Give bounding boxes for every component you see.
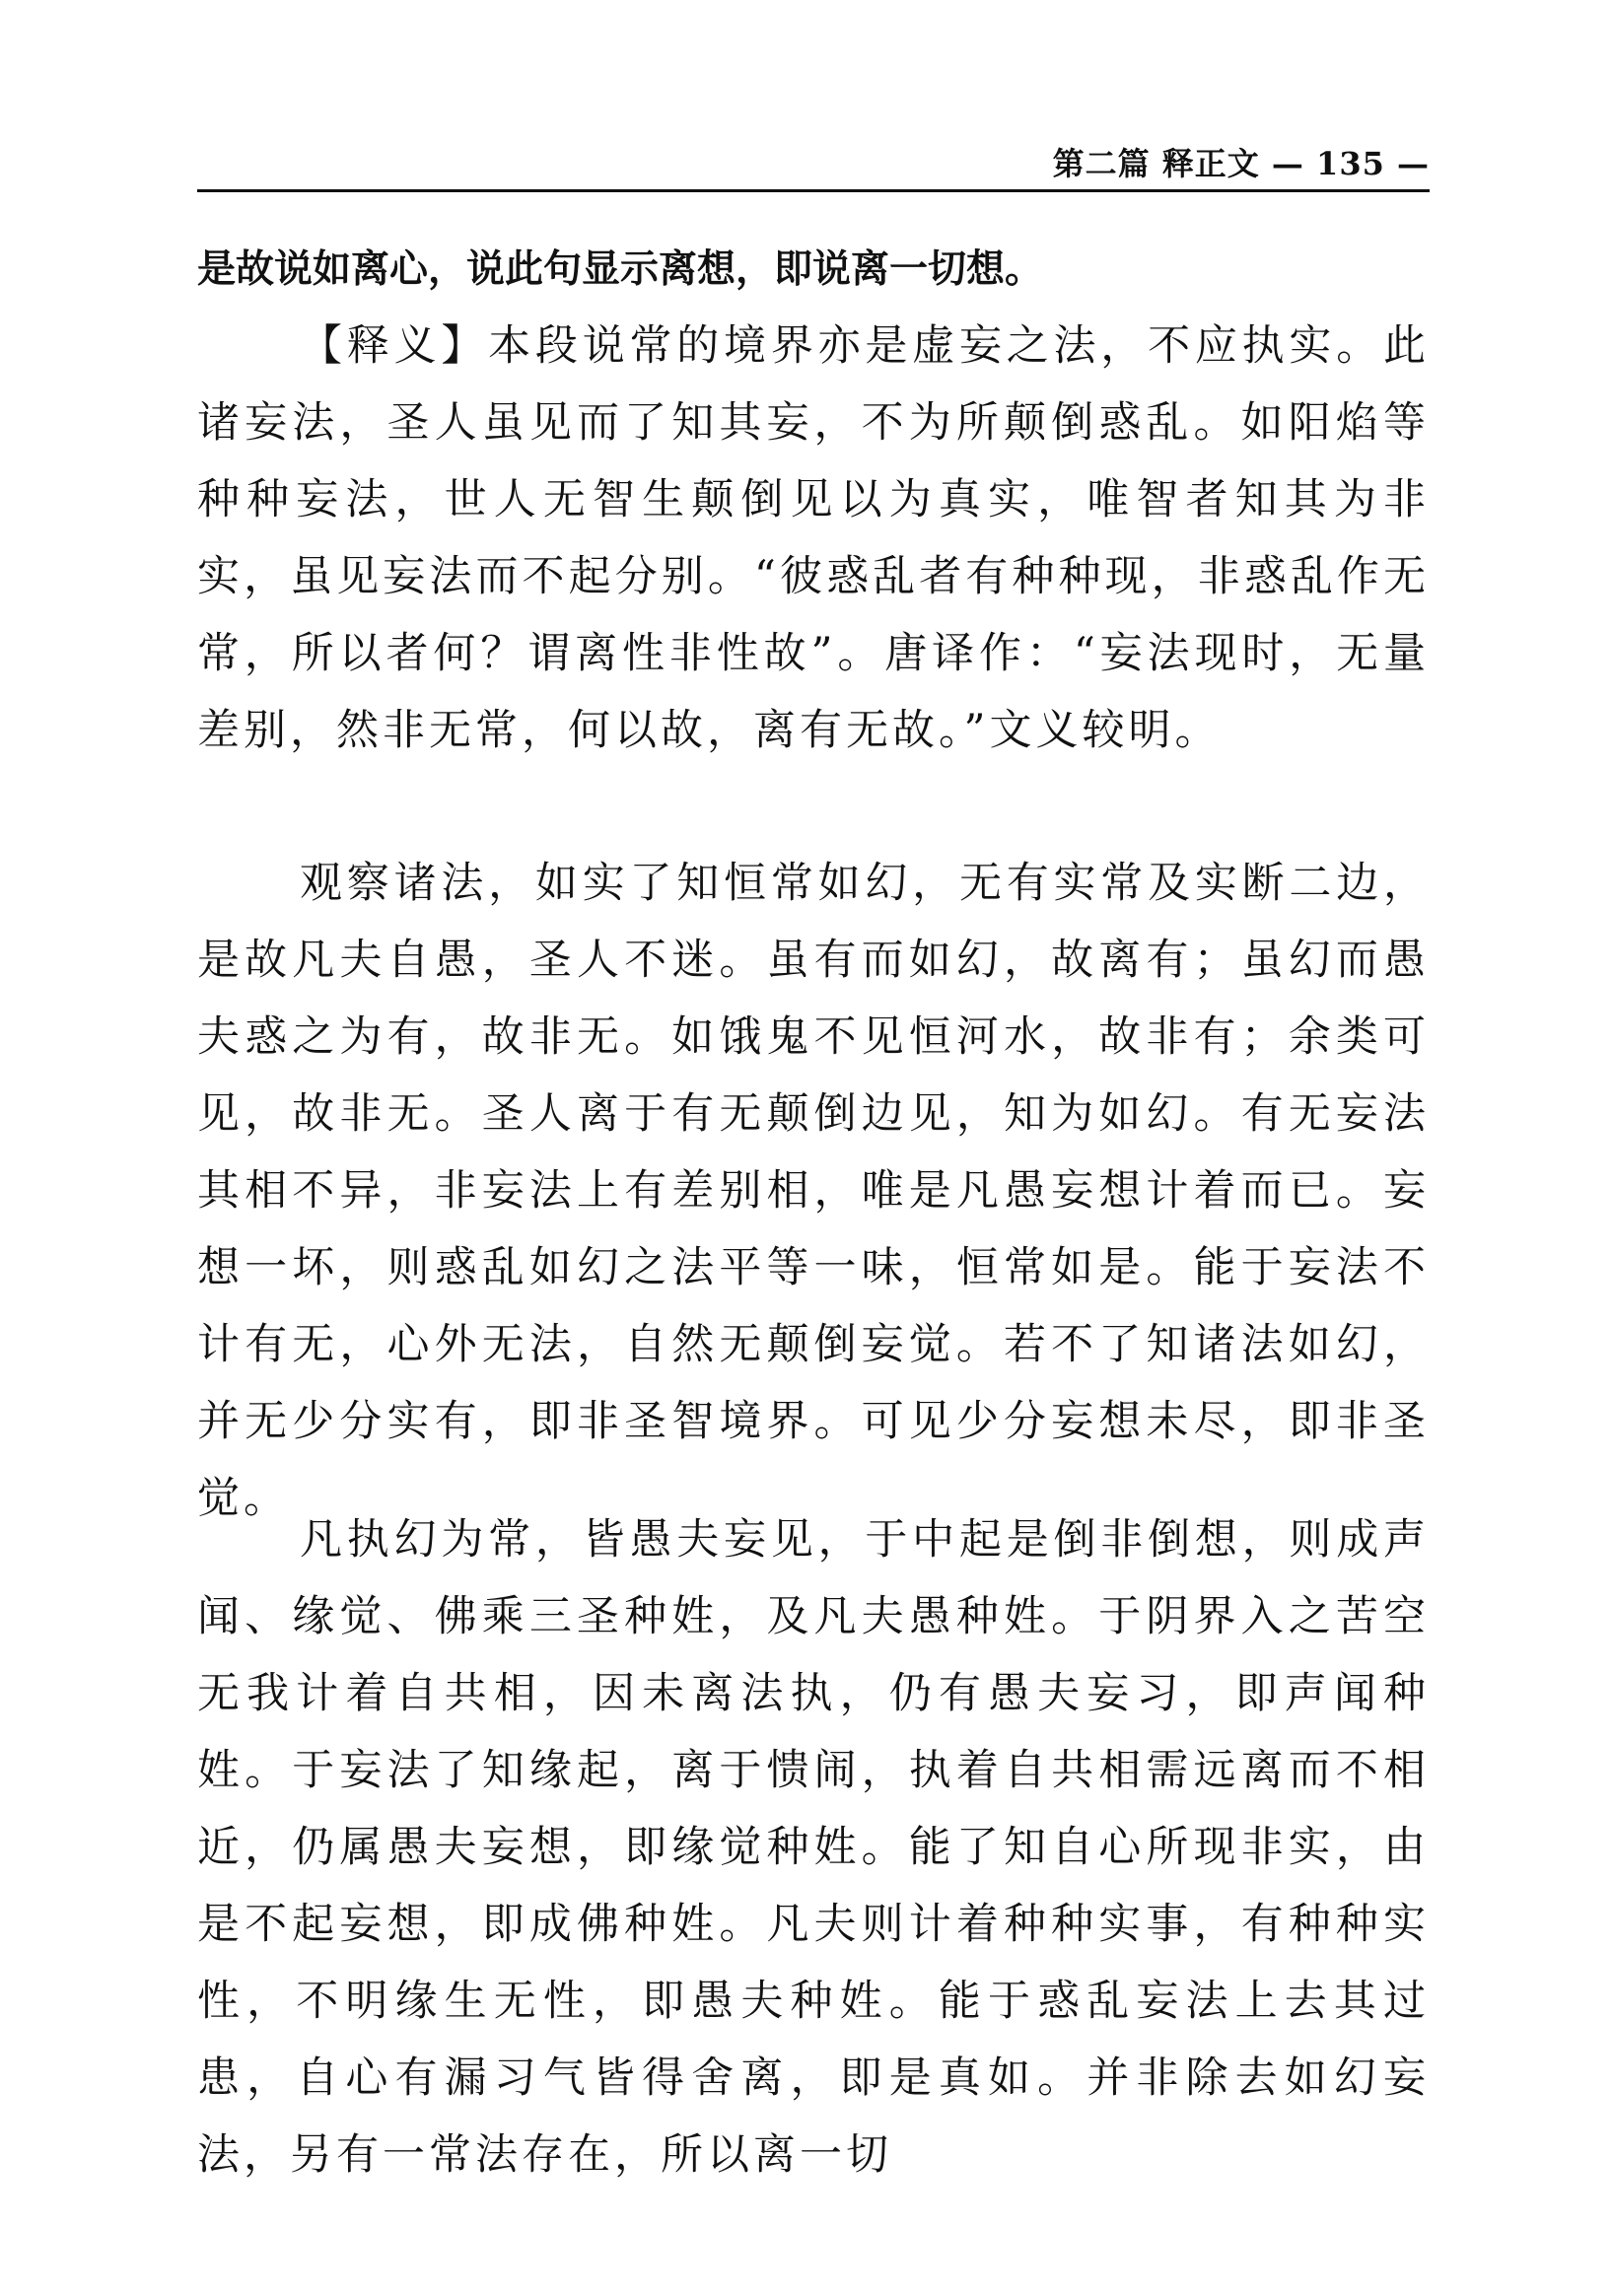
page-header: [197, 144, 1430, 191]
paragraph-observation: 观察诸法，如实了知恒常如幻，无有实常及实断二边，是故凡夫自愚，圣人不迷。虽有而如幻，故离有；虽幻而愚夫惑之为有，故非无。如饿鬼不见恒河水，故非有；余类可见，故非无。圣人离于有无颠倒边见，知为如幻。有无妄法其相不异，非妄法上有差别相，唯是凡愚妄想计着而已。妄想一坏，则惑乱如幻之法平等一味，恒常如是。能于妄法不计有无，心外无法，自然无颠倒妄觉。若不了知诸法如幻，并无少分实有，即非圣智境界。可见少分妄想未尽，即非圣觉。: [197, 859, 1430, 1523]
paragraph-explanation: 【释义】本段说常的境界亦是虚妄之法，不应执实。此诸妄法，圣人虽见而了知其妄，不为所颠倒惑乱。如阳焰等种种妄法，世人无智生颠倒见以为真实，唯智者知其为非实，虽见妄法而不起分别。“彼惑乱者有种种现，非惑乱作无常，所以者何？谓离性非性故”。唐译作：“妄法现时，无量差别，然非无常，何以故，离有无故。”文义较明。: [197, 321, 1430, 755]
header-rule: [197, 189, 1430, 192]
running-header: 第二篇 释正文 — 135 —: [1052, 145, 1430, 182]
opening-line: 是故说如离心，说此句显示离想，即说离一切想。: [197, 247, 1044, 292]
paragraph-lineages: 凡执幻为常，皆愚夫妄见，于中起是倒非倒想，则成声闻、缘觉、佛乘三圣种姓，及凡夫愚种姓。于阴界入之苦空无我计着自共相，因未离法执，仍有愚夫妄习，即声闻种姓。于妄法了知缘起，离于愦闹，执着自共相需远离而不相近，仍属愚夫妄想，即缘觉种姓。能了知自心所现非实，由是不起妄想，即成佛种姓。凡夫则计着种种实事，有种种实性，不明缘生无性，即愚夫种姓。能于惑乱妄法上去其过患，自心有漏习气皆得舍离，即是真如。并非除去如幻妄法，另有一常法存在，所以离一切: [197, 1515, 1430, 2180]
